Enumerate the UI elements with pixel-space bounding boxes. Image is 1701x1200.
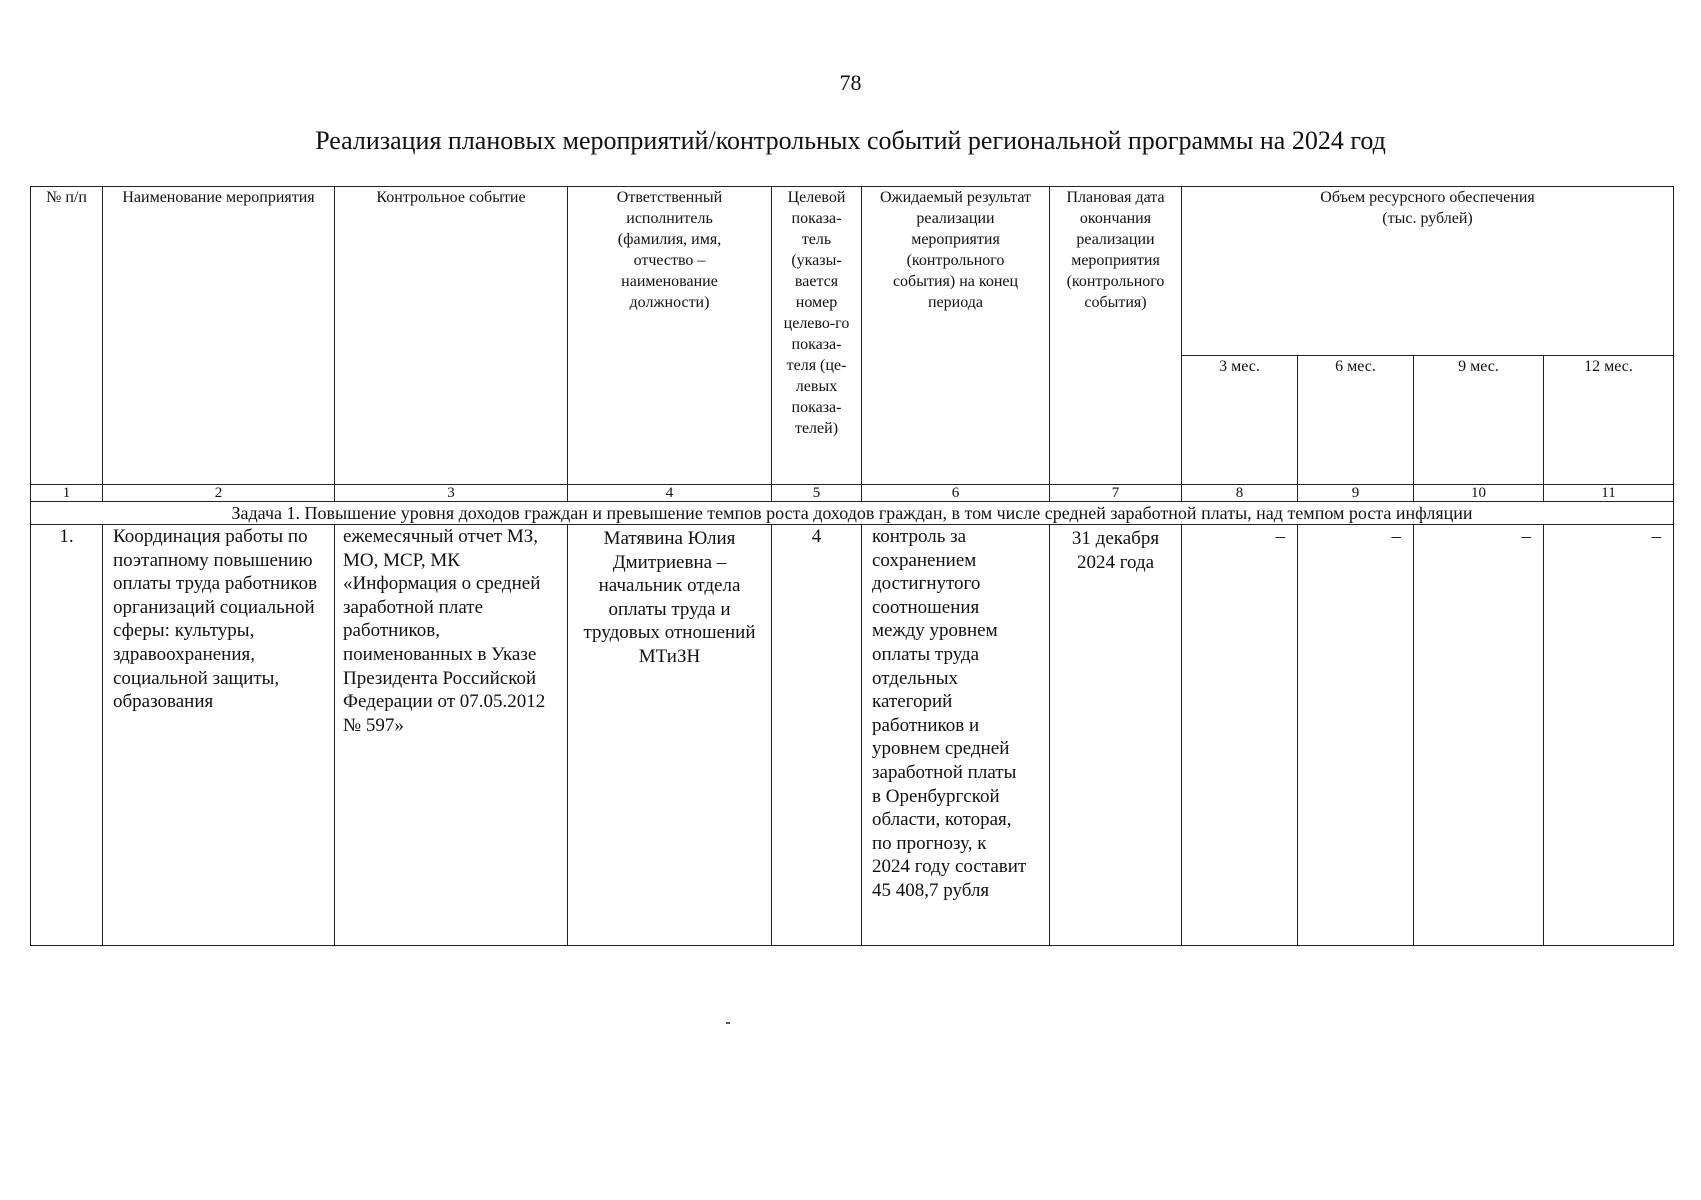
header-expected: Ожидаемый результат реализации мероприятия (контрольного события) на конец периода: [862, 187, 1050, 485]
header-9-months: 9 мес.: [1414, 356, 1544, 485]
column-number: 1: [31, 485, 103, 502]
row-name: Координация работы по поэтапному повышению оплаты труда работников организаций социальной сферы: культуры, здравоохранения, социальной защиты, образования: [103, 525, 335, 946]
column-number: 8: [1182, 485, 1298, 502]
column-number: 9: [1298, 485, 1414, 502]
header-date: Плановая дата окончания реализации мероприятия (контрольного события): [1050, 187, 1182, 485]
header-6-months: 6 мес.: [1298, 356, 1414, 485]
plan-table: [30, 186, 1674, 946]
page-title: Реализация плановых мероприятий/контрольных событий региональной программы на 2024 год: [315, 126, 1386, 155]
column-numbers-row: [31, 485, 1674, 502]
row-date: 31 декабря 2024 года: [1050, 525, 1182, 946]
column-number: 2: [103, 485, 335, 502]
task-row: Задача 1. Повышение уровня доходов граждан и превышение темпов роста доходов граждан, в том числе средней заработной платы, над темпом роста инфляции: [31, 502, 1674, 525]
column-number: 10: [1414, 485, 1544, 502]
header-responsible: Ответственный исполнитель (фамилия, имя, отчество – наименование должности): [568, 187, 772, 485]
table-row: [31, 525, 1674, 946]
row-3-months: –: [1182, 525, 1298, 946]
column-number: 4: [568, 485, 772, 502]
column-number: 5: [772, 485, 862, 502]
column-number: 7: [1050, 485, 1182, 502]
header-3-months: 3 мес.: [1182, 356, 1298, 485]
column-number: 3: [335, 485, 568, 502]
header-target: Целевой показа-тель (указы-вается номер целево-го показа-теля (це-левых показа-телей): [772, 187, 862, 485]
page-number: 78: [839, 70, 862, 95]
header-name: Наименование мероприятия: [103, 187, 335, 485]
header-resources: Объем ресурсного обеспечения (тыс. рублей): [1182, 187, 1674, 356]
header-num: № п/п: [31, 187, 103, 485]
column-number: 6: [862, 485, 1050, 502]
row-expected: контроль за сохранением достигнутого соотношения между уровнем оплаты труда отдельных категорий работников и уровнем средней заработной платы в Оренбургской области, которая, по прогнозу, к 2024 году составит 45 408,7 рубля: [862, 525, 1050, 946]
row-12-months: –: [1544, 525, 1674, 946]
row-target: 4: [772, 525, 862, 946]
column-number: 11: [1544, 485, 1674, 502]
scan-speck: [726, 1022, 730, 1024]
row-responsible: Матявина Юлия Дмитриевна – начальник отдела оплаты труда и трудовых отношений МТиЗН: [568, 525, 772, 946]
row-event: ежемесячный отчет МЗ, МО, МСР, МК «Информация о средней заработной плате работников, поименованных в Указе Президента Российской Федерации от 07.05.2012 № 597»: [335, 525, 568, 946]
header-12-months: 12 мес.: [1544, 356, 1674, 485]
row-9-months: –: [1414, 525, 1544, 946]
header-event: Контрольное событие: [335, 187, 568, 485]
row-num: 1.: [31, 525, 103, 946]
row-6-months: –: [1298, 525, 1414, 946]
